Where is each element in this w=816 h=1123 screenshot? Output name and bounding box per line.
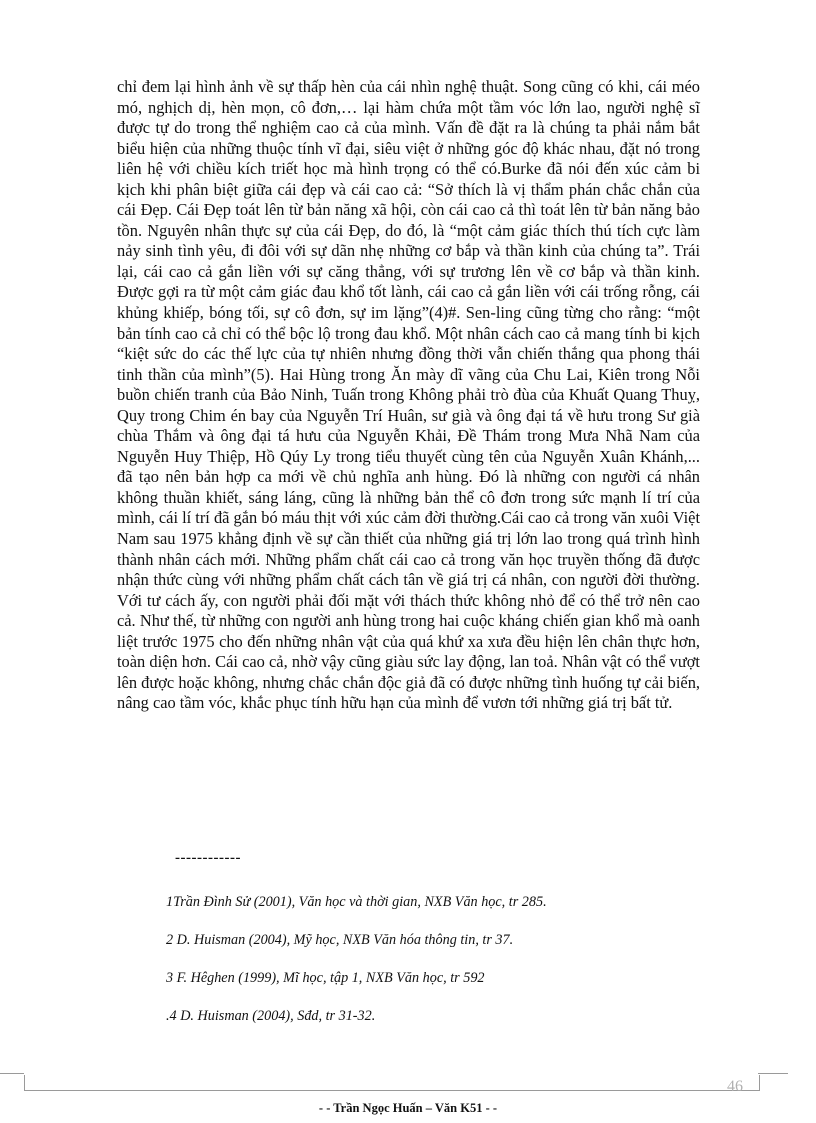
footnote-item: 2 D. Huisman (2004), Mỹ học, NXB Văn hóa thông tin, tr 37. — [166, 932, 514, 948]
page-border-left-tick — [0, 1073, 24, 1074]
footnote-item: 3 F. Hêghen (1999), Mĩ học, tập 1, NXB Văn học, tr 592 — [166, 970, 485, 986]
footnote-list — [166, 892, 726, 1044]
footnote-separator: ------------ — [175, 850, 241, 866]
footnote-item: .4 D. Huisman (2004), Sđd, tr 31-32. — [166, 1008, 376, 1024]
page-border-frame — [24, 1075, 760, 1091]
footer-author-line: - - Trần Ngọc Huấn – Văn K51 - - — [318, 1101, 498, 1115]
body-paragraph: chỉ đem lại hình ảnh về sự thấp hèn của cái nhìn nghệ thuật. Song cũng có khi, cái méo mó, nghịch dị, hèn mọn, cô đơn,… lại hàm chứa một tầm vóc lớn lao, người nghệ sĩ được tự do trong thể nghiệm cao cả của mình. Vấn đề đặt ra là chúng ta phải nắm bắt biểu hiện của những thuộc tính vĩ đại, siêu việt ở những góc độ khác nhau, đặt nó trong liên hệ với chiều kích triết học mà hình trọng có thể có.Burke đã nói đến xúc cảm bi kịch khi phân biệt giữa cái đẹp và cái cao cả: “Sở thích là vị thẩm phán chắc chắn của cái Đẹp. Cái Đẹp toát lên từ bản năng xã hội, còn cái cao cả thì toát lên từ bản năng bảo tồn. Nguyên nhân thực sự của cái Đẹp, do đó, là “một cảm giác thích thú tích cực làm nảy sinh tình yêu, đi đôi với sự dãn nhẹ những cơ bắp và thần kinh của chúng ta”. Trái lại, cái cao cả gắn liền với sự căng thẳng, với sự trương lên về cơ bắp và thần kinh. Được gợi ra từ một cảm giác đau khổ tốt lành, cái cao cả gắn liền với cái trống rỗng, cái khủng khiếp, bóng tối, sự cô đơn, sự im lặng”(4)#. Sen-ling cũng từng cho rằng: “một bản tính cao cả chỉ có thể bộc lộ trong đau khổ. Một nhân cách cao cả mang tính bi kịch “kiệt sức do các thế lực của tự nhiên nhưng đồng thời vẫn chiến thắng qua phong thái tinh thần của mình”(5). Hai Hùng trong Ăn mày dĩ vãng của Chu Lai, Kiên trong Nỗi buồn chiến tranh của Bảo Ninh, Tuấn trong Không phải trò đùa của Khuất Quang Thuỵ, Quy trong Chim én bay của Nguyễn Trí Huân, sư già và ông đại tá về hưu trong Sư già chùa Thắm và ông đại tá hưu của Nguyễn Khải, Đề Thám trong Mưa Nhã Nam của Nguyễn Huy Thiệp, Hồ Qúy Ly trong tiểu thuyết cùng tên của Nguyễn Xuân Khánh,... đã tạo nên bản hợp ca mới về chủ nghĩa anh hùng. Đó là những con người cá nhân không thuần khiết, sáng láng, cũng là những bản thể cô đơn trong sức mạnh lí trí của mình, cái lí trí đã gắn bó máu thịt với xúc cảm đời thường.Cái cao cả trong văn xuôi Việt Nam sau 1975 khẳng định về sự cần thiết của những giá trị lớn lao trong quá trình hình thành nhân cách mới. Những phẩm chất cái cao cả trong văn học truyền thống đã được nhận thức cùng với những phẩm chất cách tân về giá trị cá nhân, con người đời thường. Với tư cách ấy, con người phải đối mặt với thách thức không nhỏ để có thể trở nên cao cả. Như thế, từ những con người anh hùng trong hai cuộc kháng chiến gian khổ mà oanh liệt trước 1975 cho đến những nhân vật của quá khứ xa xưa đều hiện lên chân thực hơn, toàn diện hơn. Cái cao cả, nhờ vậy cũng giàu sức lay động, lan toả. Nhân vật có thể vượt lên được hoặc không, nhưng chắc chắn độc giả đã có được những tình huống tự cải biến, nâng cao tầm vóc, khắc phục tính hữu hạn của mình để vươn tới những giá trị bất tử. — [117, 77, 701, 713]
footnote-item: 1Trần Đình Sử (2001), Văn học và thời gian, NXB Văn học, tr 285. — [166, 894, 547, 910]
page-number: 46 — [727, 1078, 743, 1095]
page-border-right-tick — [758, 1073, 788, 1074]
